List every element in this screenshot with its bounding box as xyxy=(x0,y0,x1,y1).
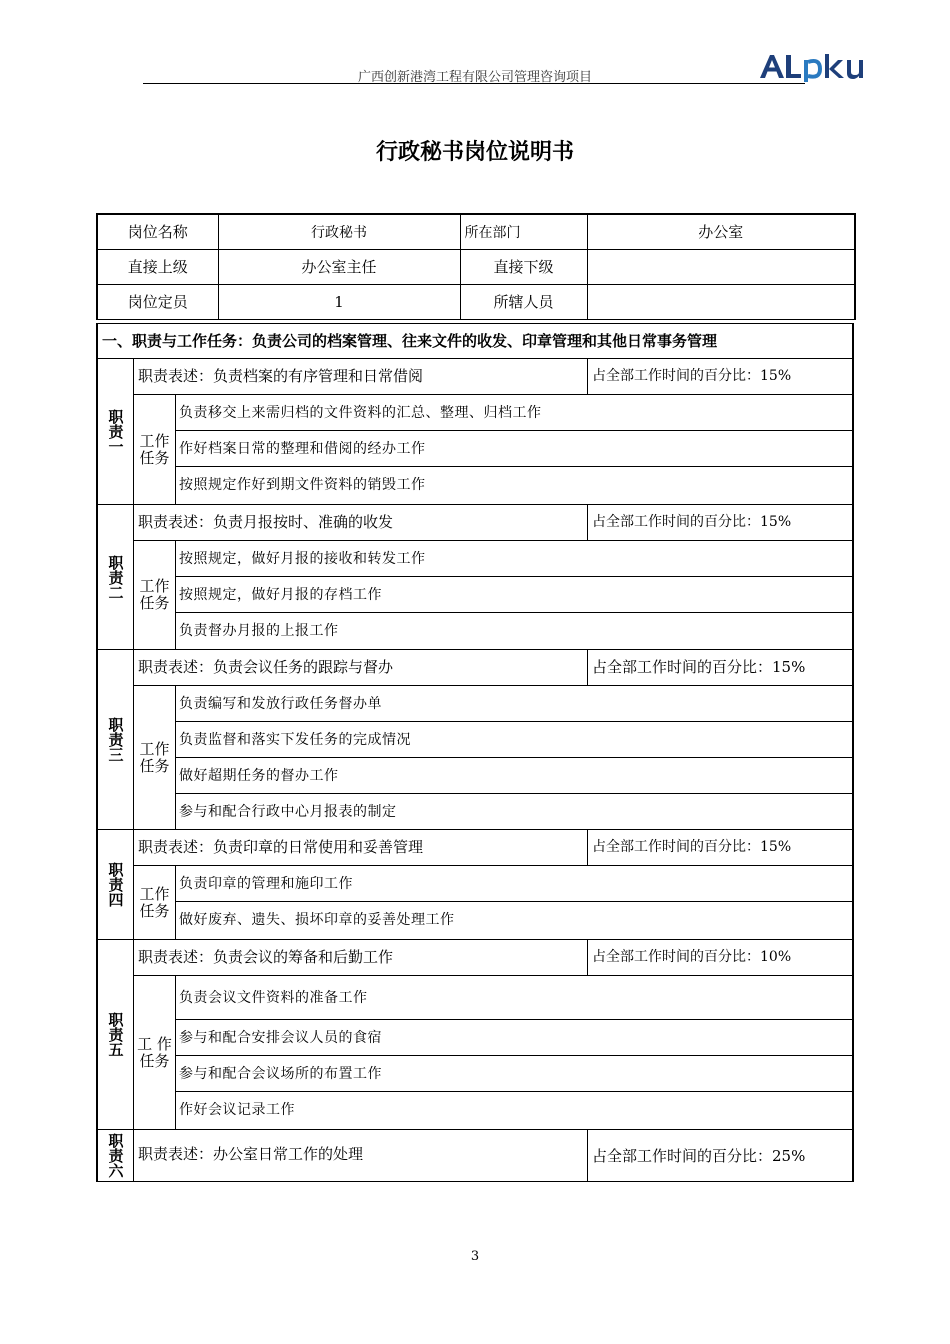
duty-description: 职责表述：负责会议的筹备和后勤工作 xyxy=(134,940,588,975)
task-item: 按照规定，做好月报的接收和转发工作 xyxy=(176,541,852,577)
task-item: 做好超期任务的督办工作 xyxy=(176,758,852,794)
task-item: 负责移交上来需归档的文件资料的汇总、整理、归档工作 xyxy=(176,395,852,431)
task-item: 按照规定，做好月报的存档工作 xyxy=(176,577,852,613)
duty-description: 职责表述：负责会议任务的跟踪与督办 xyxy=(134,650,588,685)
subordinate-label: 直接下级 xyxy=(460,249,587,284)
duty-label: 职责六 xyxy=(98,1130,134,1181)
task-item: 作好会议记录工作 xyxy=(179,1102,295,1118)
headcount-label: 岗位定员 xyxy=(97,284,218,319)
task-label: 工作任务 xyxy=(134,541,176,649)
header-rule xyxy=(143,83,805,84)
info-row xyxy=(97,284,855,319)
duty-description: 职责表述：办公室日常工作的处理 xyxy=(134,1130,588,1181)
info-row xyxy=(97,249,855,284)
duty-time-percent: 占全部工作时间的百分比：15% xyxy=(592,368,792,384)
duty-description-row xyxy=(134,830,852,866)
superior-value: 办公室主任 xyxy=(218,249,460,284)
duty-time-percent: 占全部工作时间的百分比：15% xyxy=(592,658,806,676)
duties-table xyxy=(96,359,854,1182)
department-value: 办公室 xyxy=(587,214,855,249)
duty-description-row xyxy=(134,1130,852,1181)
duty-label: 职责五 xyxy=(98,940,134,1129)
task-label: 工作任务 xyxy=(134,686,176,829)
duty-description: 职责表述：负责月报按时、准确的收发 xyxy=(134,505,588,540)
alpku-logo xyxy=(758,50,870,84)
header-project-title: 广西创新港湾工程有限公司管理咨询项目 xyxy=(357,70,592,85)
headcount-value: 1 xyxy=(218,284,460,319)
task-item: 负责印章的管理和施印工作 xyxy=(176,866,852,902)
duty-block xyxy=(98,830,852,940)
duty-block xyxy=(98,505,852,650)
position-name-label: 岗位名称 xyxy=(97,214,218,249)
section-duties-heading: 一、职责与工作任务：负责公司的档案管理、往来文件的收发、印章管理和其他日常事务管理 xyxy=(96,323,854,359)
duty-description-row xyxy=(134,359,852,395)
subordinate-value xyxy=(587,249,855,284)
duty-time-percent: 占全部工作时间的百分比：15% xyxy=(592,514,792,530)
duty-block xyxy=(98,1130,852,1182)
task-label: 工作任务 xyxy=(134,866,176,939)
position-name-value: 行政秘书 xyxy=(218,214,460,249)
task-label: 工 作任务 xyxy=(134,976,176,1129)
task-item: 参与和配合行政中心月报表的制定 xyxy=(179,804,397,820)
duty-block xyxy=(98,359,852,505)
duty-description: 职责表述：负责档案的有序管理和日常借阅 xyxy=(134,359,588,394)
duty-description-row xyxy=(134,940,852,976)
task-item: 负责会议文件资料的准备工作 xyxy=(176,976,852,1020)
duty-time-percent: 占全部工作时间的百分比：25% xyxy=(592,1147,806,1165)
staff-value xyxy=(587,284,855,319)
duty-time-percent: 占全部工作时间的百分比：15% xyxy=(592,839,792,855)
task-item: 按照规定作好到期文件资料的销毁工作 xyxy=(179,477,426,493)
department-label: 所在部门 xyxy=(460,214,587,249)
position-info-table xyxy=(96,213,856,320)
task-item: 负责编写和发放行政任务督办单 xyxy=(176,686,852,722)
task-item: 负责监督和落实下发任务的完成情况 xyxy=(176,722,852,758)
staff-label: 所辖人员 xyxy=(460,284,587,319)
task-item: 做好废弃、遗失、损坏印章的妥善处理工作 xyxy=(179,912,455,928)
duty-label: 职责二 xyxy=(98,505,134,649)
superior-label: 直接上级 xyxy=(97,249,218,284)
duty-label: 职责三 xyxy=(98,650,134,829)
duty-description-row xyxy=(134,650,852,686)
duty-time-percent: 占全部工作时间的百分比：10% xyxy=(592,949,792,965)
duty-block xyxy=(98,940,852,1130)
duty-label: 职责四 xyxy=(98,830,134,939)
task-label: 工作任务 xyxy=(134,395,176,504)
page-number: 3 xyxy=(470,1249,480,1264)
task-item: 参与和配合会议场所的布置工作 xyxy=(176,1056,852,1092)
document-title: 行政秘书岗位说明书 xyxy=(375,140,574,165)
task-item: 负责督办月报的上报工作 xyxy=(179,623,339,639)
duty-block xyxy=(98,650,852,830)
duty-description-row xyxy=(134,505,852,541)
task-item: 作好档案日常的整理和借阅的经办工作 xyxy=(176,431,852,467)
info-row xyxy=(97,214,855,249)
duty-description: 职责表述：负责印章的日常使用和妥善管理 xyxy=(134,830,588,865)
task-item: 参与和配合安排会议人员的食宿 xyxy=(176,1020,852,1056)
duty-label: 职责一 xyxy=(98,359,134,504)
